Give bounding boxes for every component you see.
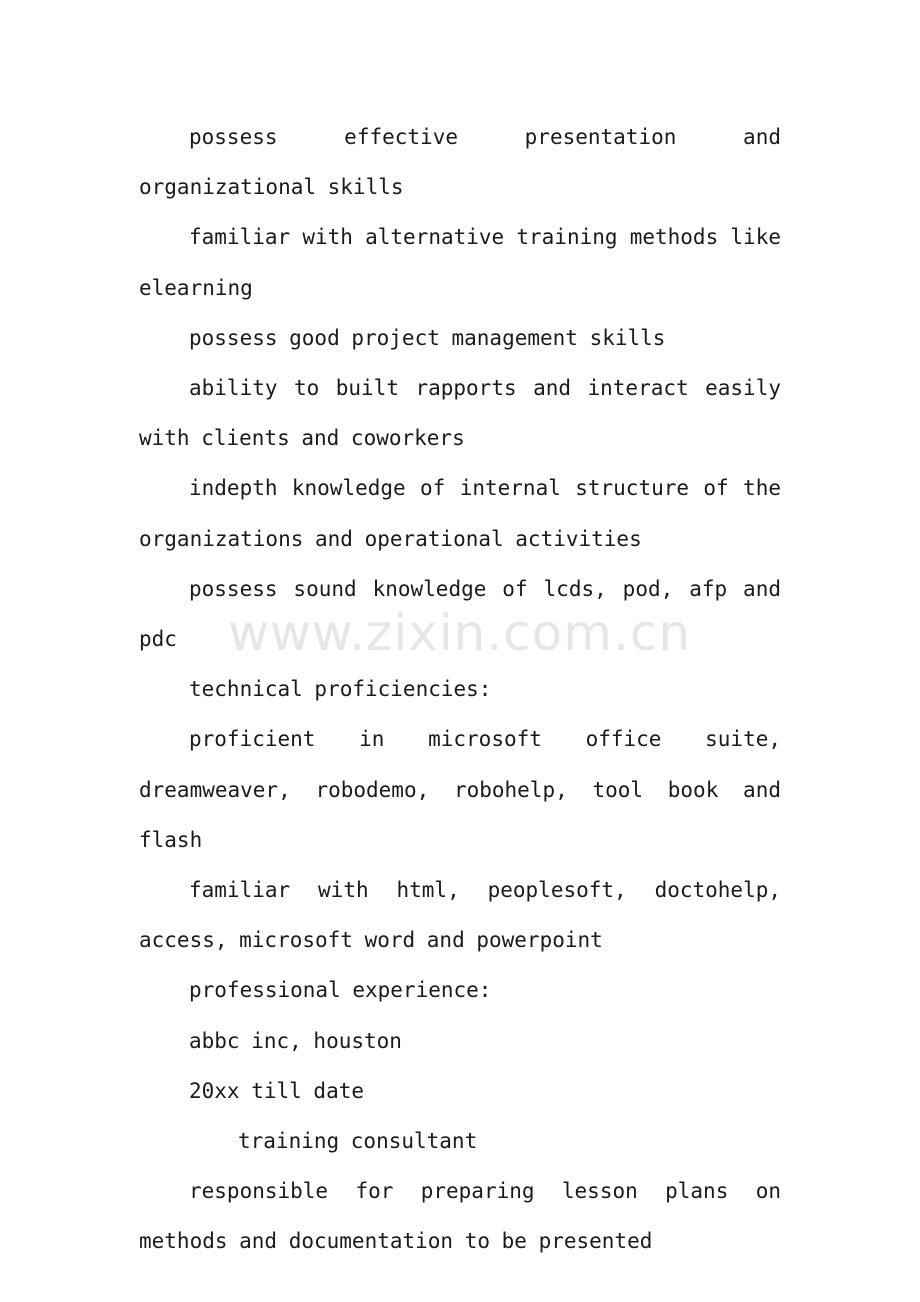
paragraph-skill-lcds: possess sound knowledge of lcds, pod, afp and pdc: [139, 576, 781, 652]
employment-dates: 20xx till date: [189, 1078, 365, 1103]
job-title: training consultant: [238, 1129, 478, 1154]
paragraph-skill-project-management: possess good project management skills: [189, 325, 666, 350]
paragraph-tech-html: familiar with html, peoplesoft, doctohelp, access, microsoft word and powerpoint: [139, 878, 781, 953]
paragraph-tech-office: proficient in microsoft office suite, dreamweaver, robodemo, robohelp, tool book and flash: [139, 727, 781, 852]
document-body: [139, 112, 781, 1267]
paragraph-skill-org-knowledge: indepth knowledge of internal structure of the organizations and operational activities: [139, 476, 781, 551]
heading-technical-proficiencies: technical proficiencies:: [189, 677, 492, 702]
heading-professional-experience: professional experience:: [189, 978, 492, 1003]
paragraph-skill-elearning: familiar with alternative training methods like elearning: [139, 225, 781, 300]
employer-name: abbc inc, houston: [189, 1028, 402, 1053]
paragraph-skill-presentation: possess effective presentation and organizational skills: [139, 125, 781, 200]
paragraph-skill-rapport: ability to built rapports and interact easily with clients and coworkers: [139, 376, 781, 451]
paragraph-responsibility: responsible for preparing lesson plans on methods and documentation to be presented: [139, 1179, 781, 1254]
watermark-text: www.zixin.com.cn: [228, 604, 692, 662]
